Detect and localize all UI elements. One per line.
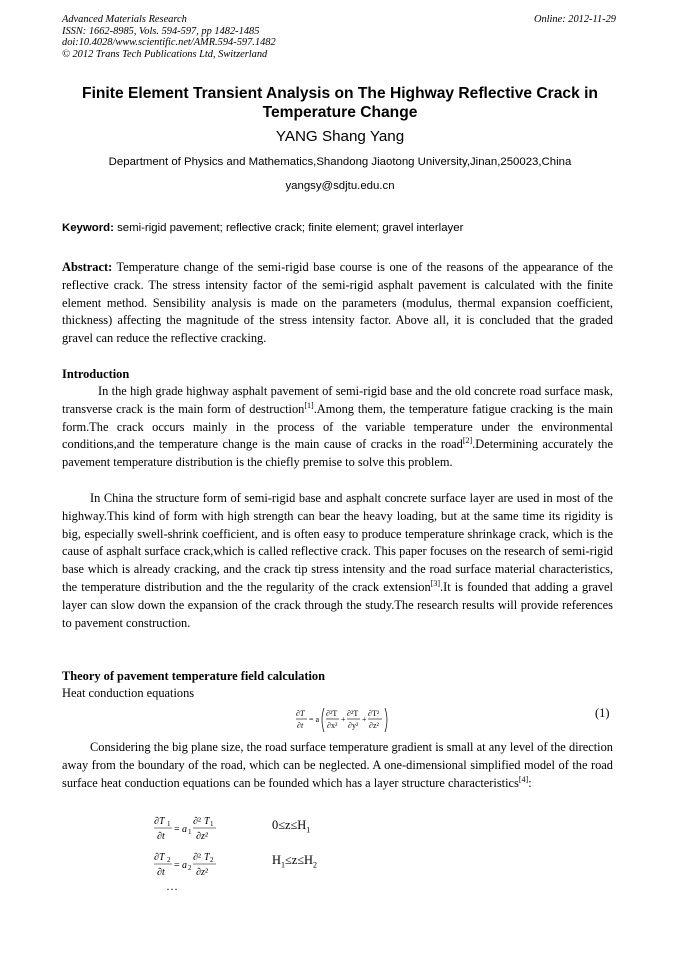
svg-text:a: a (182, 860, 187, 871)
intro-p2-text-a: In China the structure form of semi-rigid base and asphalt concrete surface layer are used in most of the highway.This kind of form with high strength can bear the heavy loading, but at the same time its rigidity is big, especially swell-shrink coefficient, and is often easy to produce temperature shrinkage crack, which is the cause of asphalt surface crack,which is called reflective crack. This paper focuses on the research of semi-rigid base which is already cracking, and the crack tip stress intensity and the road surface material characteristics, the temperature distribution and the the regularity of the crack extension (62, 491, 613, 594)
intro-paragraph-1 (62, 383, 613, 472)
svg-text:T: T (204, 852, 210, 863)
ellipsis: … (166, 879, 178, 893)
layer-equation-1 (152, 813, 224, 845)
keywords-label: Keyword: (62, 222, 114, 234)
svg-text:∂z²: ∂z² (196, 867, 208, 878)
svg-text:∂²T: ∂²T (347, 709, 359, 718)
svg-text:= a: = a (309, 715, 320, 724)
intro-p1-text-c: .Determining accurately the pavement temperature distribution is the chiefly premise to solve this problem. (62, 437, 613, 470)
layer-equation-2 (152, 849, 224, 881)
svg-text:∂t: ∂t (297, 721, 304, 730)
affiliation: Department of Physics and Mathematics,Shandong Jiaotong University,Jinan,250023,China (108, 156, 572, 168)
keywords (62, 222, 618, 234)
issn-line: ISSN: 1662-8985, Vols. 594-597, pp 1482-1485 (62, 25, 260, 37)
abstract (62, 259, 613, 348)
svg-text:∂²: ∂² (193, 852, 201, 863)
svg-text:∂T: ∂T (154, 816, 165, 827)
svg-text:∂²T: ∂²T (326, 709, 338, 718)
abstract-text: Temperature change of the semi-rigid base course is one of the reasons of the appearance of the reflective crack. The stress intensity factor of the semi-rigid asphalt pavement is calculated with the finite element method. Sensibility analysis is made on the parameters (modulus, thermal expansion coefficient, thickness) affecting the magnitude of the stress intensity factor. Above all, it is concluded that the graded gravel can reduce the reflective cracking. (62, 260, 613, 346)
svg-text:∂x²: ∂x² (327, 721, 338, 730)
title-line-1: Finite Element Transient Analysis on The Highway Reflective Crack in (82, 85, 598, 102)
citation-1: [1] (304, 400, 314, 410)
theory-p1-text-a: Considering the big plane size, the road surface temperature gradient is small at any level of the direction away from the boundary of the road, which can be neglected. A one-dimensional simplified model of the road surface heat conduction equations can be founded which has a layer structure characteristics (62, 740, 613, 790)
svg-text:+: + (341, 715, 346, 724)
svg-text:∂T: ∂T (296, 709, 305, 718)
citation-3: [3] (430, 578, 441, 588)
heat-conduction-equation-1 (294, 703, 406, 737)
svg-text:T: T (204, 816, 210, 827)
journal-header (62, 14, 618, 60)
paper-title (62, 84, 618, 122)
svg-text:=: = (174, 824, 180, 835)
svg-text:=: = (174, 860, 180, 871)
citation-2: [2] (462, 436, 473, 446)
intro-p1-text-b: .Among them, the temperature fatigue cracking is the main form.The crack occurs mainly in the process of the variable temperature under the environmental conditions,and the temperature change is the main cause of cracks in the road (62, 401, 613, 452)
equation-number: (1) (595, 706, 610, 720)
svg-text:+: + (362, 715, 367, 724)
copyright-line: © 2012 Trans Tech Publications Ltd, Switzerland (62, 48, 268, 60)
title-line-2: Temperature Change (262, 104, 418, 121)
citation-4: [4] (518, 774, 529, 784)
svg-text:∂t: ∂t (157, 867, 165, 878)
svg-text:∂T²: ∂T² (368, 709, 380, 718)
svg-text:∂²: ∂² (193, 816, 201, 827)
layer-2-range-sub-b: 2 (313, 860, 318, 870)
theory-p1-text-b: : (528, 775, 532, 790)
layer-1-range (272, 818, 310, 834)
svg-text:1: 1 (188, 828, 192, 836)
svg-text:1: 1 (167, 820, 171, 828)
svg-text:∂y²: ∂y² (348, 721, 359, 730)
svg-text:∂t: ∂t (157, 831, 165, 842)
theory-paragraph (62, 739, 613, 792)
author-email: yangsy@sdjtu.edu.cn (285, 180, 395, 192)
layer-2-range-text-b: ≤z≤H (284, 853, 314, 867)
layer-2-range-sub-a: 1 (280, 860, 285, 870)
svg-text:1: 1 (210, 820, 214, 828)
svg-text:2: 2 (188, 864, 192, 872)
doi-line: doi:10.4028/www.scientific.net/AMR.594-597.1482 (62, 37, 276, 49)
theory-heading: Theory of pavement temperature field calculation (62, 669, 326, 683)
theory-subheading: Heat conduction equations (62, 686, 195, 700)
svg-text:∂T: ∂T (154, 852, 165, 863)
svg-text:2: 2 (210, 856, 214, 864)
author-name: YANG Shang Yang (275, 128, 405, 145)
intro-p2-text-b: .It is founded that adding a gravel layer can slow down the expansion of the crack through the study.The research results will provide references to pavement construction. (62, 579, 613, 630)
layer-2-range (272, 853, 317, 869)
abstract-label: Abstract: (62, 260, 113, 274)
intro-p1-text-a: In the high grade highway asphalt pavement of semi-rigid base and the old concrete road surface mask, transverse crack is the main form of destruction (62, 384, 613, 416)
layer-1-range-sub: 1 (306, 825, 311, 835)
keywords-text: semi-rigid pavement; reflective crack; finite element; gravel interlayer (113, 222, 464, 234)
online-date: Online: 2012-11-29 (533, 14, 616, 25)
svg-text:2: 2 (167, 856, 171, 864)
layer-1-range-text: 0≤z≤H (272, 818, 307, 832)
intro-paragraph-2 (62, 490, 613, 632)
intro-heading: Introduction (62, 367, 130, 381)
journal-name: Advanced Materials Research (62, 14, 187, 25)
svg-text:a: a (182, 824, 187, 835)
svg-text:∂z²: ∂z² (369, 721, 379, 730)
svg-text:∂z²: ∂z² (196, 831, 208, 842)
layer-2-range-text-a: H (272, 853, 281, 867)
